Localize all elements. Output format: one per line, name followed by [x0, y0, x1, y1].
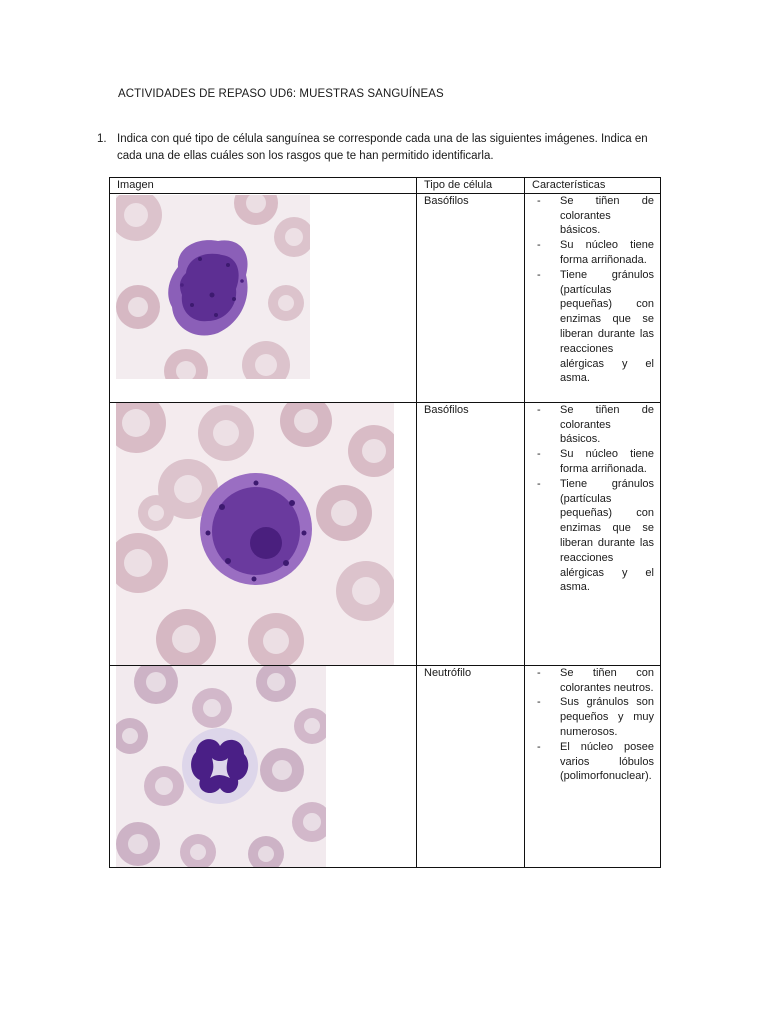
image-cell — [110, 665, 417, 867]
basophil-cell — [200, 473, 312, 585]
list-item: - Su núcleo tiene forma arriñonada. — [537, 239, 654, 266]
list-item: - El núcleo posee varios lóbulos (polimorfonuclear). — [537, 740, 654, 783]
features-cell — [525, 402, 661, 665]
features-cell — [525, 665, 661, 867]
header-cell-type: Tipo de célula — [417, 178, 525, 194]
question-text: Indica con qué tipo de célula sanguínea se corresponde cada una de las siguientes imágenes. Indica en cada una de ellas cuáles son los rasgos que te han permitido identificarla. — [117, 133, 648, 162]
table-header-row — [110, 178, 661, 194]
neutrophil-cell — [182, 728, 258, 804]
list-item: - Tiene gránulos (partículas pequeñas) con enzimas que se liberan durante las reacciones alérgicas y el asma. — [537, 268, 654, 385]
features-list — [532, 666, 654, 784]
features-list — [532, 403, 654, 595]
header-image: Imagen — [110, 178, 417, 194]
cells-table — [109, 177, 661, 868]
list-item: - Se tiñen de colorantes básicos. — [537, 194, 654, 237]
list-item: - Tiene gránulos (partículas pequeñas) con enzimas que se liberan durante las reacciones alérgicas y el asma. — [537, 477, 654, 594]
table-row — [110, 193, 661, 402]
features-cell — [525, 193, 661, 402]
neutrophil-micrograph — [116, 666, 326, 867]
cell-type-cell: Basófilos — [417, 193, 525, 402]
header-features: Características — [525, 178, 661, 194]
cell-type-cell: Basófilos — [417, 402, 525, 665]
table-row — [110, 402, 661, 665]
features-list — [532, 194, 654, 386]
image-cell — [110, 402, 417, 665]
question-number: 1. — [97, 133, 107, 145]
list-item: - Se tiñen de colorantes básicos. — [537, 403, 654, 446]
image-cell — [110, 193, 417, 402]
list-item: - Se tiñen con colorantes neutros. — [537, 666, 654, 694]
basophil-micrograph-1 — [116, 195, 310, 379]
basophil-micrograph-2 — [116, 403, 394, 665]
list-item: - Sus gránulos son pequeños y muy numerosos. — [537, 696, 654, 738]
table-row — [110, 665, 661, 867]
cell-type-cell: Neutrófilo — [417, 665, 525, 867]
page-title: ACTIVIDADES DE REPASO UD6: MUESTRAS SANGUÍNEAS — [118, 88, 444, 100]
list-item: - Su núcleo tiene forma arriñonada. — [537, 448, 654, 475]
